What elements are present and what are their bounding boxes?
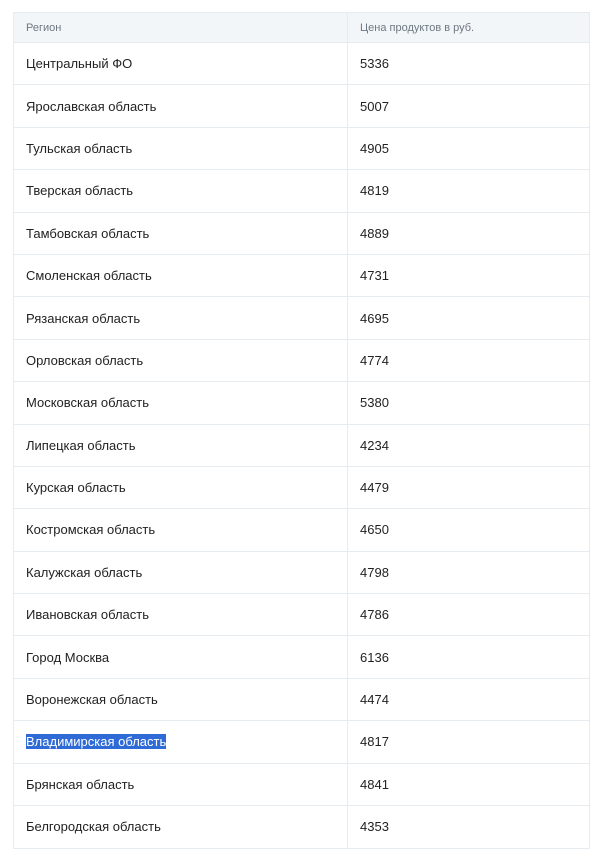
region-cell: Город Москва <box>14 636 348 678</box>
selected-text[interactable]: Владимирская область <box>26 734 167 750</box>
table-row <box>14 297 589 339</box>
price-cell: 4650 <box>348 509 590 551</box>
price-cell: 4798 <box>348 551 590 593</box>
table-row <box>14 85 589 127</box>
price-cell: 4234 <box>348 424 590 466</box>
price-cell: 4786 <box>348 594 590 636</box>
table-row <box>14 551 589 593</box>
region-cell: Калужская область <box>14 551 348 593</box>
price-cell: 6136 <box>348 636 590 678</box>
region-cell: Липецкая область <box>14 424 348 466</box>
price-table <box>14 12 589 848</box>
table-row <box>14 127 589 169</box>
header-price: Цена продуктов в руб. <box>348 13 590 43</box>
price-cell: 4889 <box>348 212 590 254</box>
table-row <box>14 721 589 763</box>
table-row <box>14 806 589 848</box>
table-row <box>14 424 589 466</box>
price-cell: 4841 <box>348 763 590 805</box>
header-region: Регион <box>14 13 348 43</box>
region-cell: Ивановская область <box>14 594 348 636</box>
table-row <box>14 382 589 424</box>
header-row <box>14 13 589 43</box>
table-row <box>14 43 589 85</box>
table-body <box>14 43 589 848</box>
price-cell: 5336 <box>348 43 590 85</box>
table-row <box>14 254 589 296</box>
price-cell: 4353 <box>360 819 389 835</box>
price-cell: 5380 <box>348 382 590 424</box>
table-row <box>14 678 589 720</box>
region-cell: Ярославская область <box>14 85 348 127</box>
region-cell: Курская область <box>14 466 348 508</box>
region-cell: Брянская область <box>14 763 348 805</box>
region-cell: Костромская область <box>14 509 348 551</box>
price-cell: 4817 <box>348 721 590 763</box>
price-cell: 4774 <box>348 339 590 381</box>
region-cell: Орловская область <box>14 339 348 381</box>
table-row <box>14 339 589 381</box>
table-row <box>14 466 589 508</box>
price-cell: 4905 <box>348 127 590 169</box>
price-cell: 4695 <box>348 297 590 339</box>
price-cell: 4474 <box>348 678 590 720</box>
price-cell: 4731 <box>348 254 590 296</box>
region-cell: Тверская область <box>14 170 348 212</box>
region-cell[interactable] <box>14 721 348 763</box>
price-table-container <box>13 12 590 849</box>
region-cell: Рязанская область <box>14 297 348 339</box>
region-cell: Тульская область <box>14 127 348 169</box>
table-row <box>14 170 589 212</box>
price-cell: 5007 <box>348 85 590 127</box>
region-cell: Центральный ФО <box>14 43 348 85</box>
region-cell: Тамбовская область <box>14 212 348 254</box>
price-cell: 4479 <box>348 466 590 508</box>
table-row <box>14 763 589 805</box>
region-cell: Белгородская область <box>14 806 348 848</box>
region-cell: Смоленская область <box>14 254 348 296</box>
table-row <box>14 636 589 678</box>
table-header <box>14 13 589 43</box>
table-row <box>14 509 589 551</box>
price-cell: 4819 <box>348 170 590 212</box>
table-row <box>14 212 589 254</box>
region-cell: Московская область <box>14 382 348 424</box>
region-cell: Воронежская область <box>14 678 348 720</box>
table-row <box>14 594 589 636</box>
